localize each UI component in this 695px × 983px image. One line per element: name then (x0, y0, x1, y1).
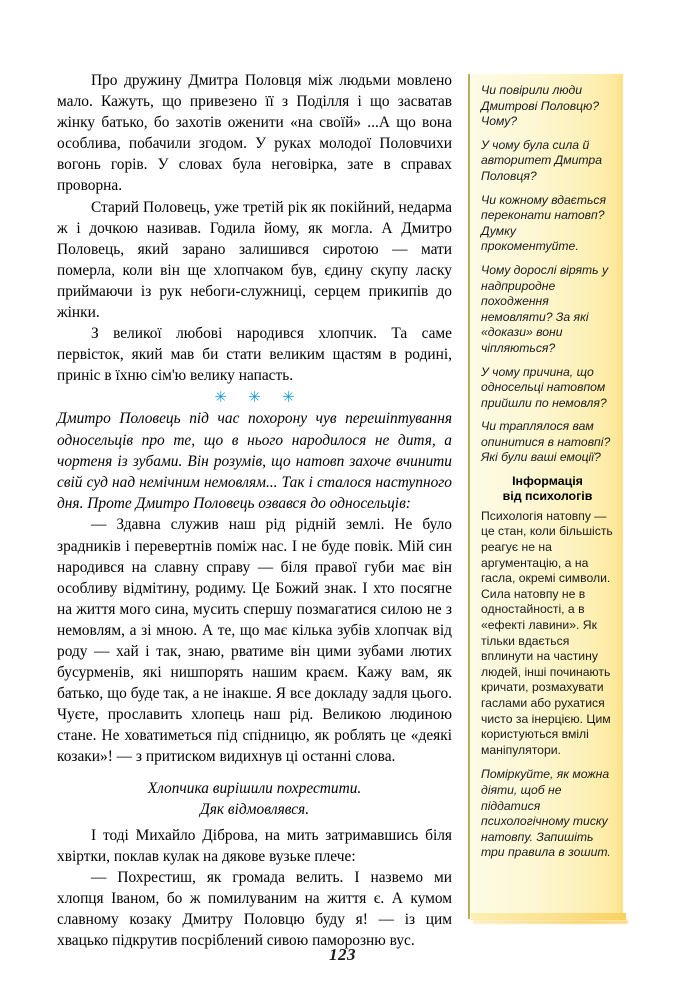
sidebar-question: У чому причина, що односельці натовпом прийшли по немовля? (481, 364, 607, 410)
heading-line-2: від психологів (502, 489, 593, 504)
centered-italic-line: Хлопчика вирішили похрестити. (147, 779, 362, 797)
sidebar-shadow (473, 920, 628, 924)
sidebar-left-rule (468, 74, 470, 919)
page-number: 123 (329, 945, 356, 964)
psychologists-info-body: Психологія натовпу — це стан, коли більшість реагує не на аргументацію, а на гасла, окремі символи. Сила натовпу не в одностайності, а в «ефекті лавини». Як тільки вдається вплинути на частину людей, інші починають кричати, розмахувати гаслами або рухатися чисто за інерцією. Цим користуються вмілі маніпулятори. (481, 508, 613, 757)
sidebar-question: Чи траплялося вам опинитися в натовпі? Які були ваші емоції? (481, 419, 611, 465)
paragraph: Про дружину Дмитра Половця між людьми мовлено мало. Кажуть, що привезено її з Поділля і що засватав жінку батько, бо захотів оженити «на своїй» ...А що вона особлива, побачили згодом. У руках молодої Половчихи вогонь горів. У словах була неговірка, зате в справах проворна. (57, 72, 452, 195)
spacer (57, 768, 452, 778)
sidebar-question: Чи повірили люди Дмитрові Половцю? Чому? (481, 83, 600, 129)
italic-narration-block: Дмитро Половець під час похорону чув перешіптування односельців про те, що в нього народилося не дитя, а чортеня із зубами. Він розумів, що натовп захоче вчинити свій суд над немічним немовлям... Так і сталося наступного дня. Проте Дмитро Половець озвався до односельців: (57, 410, 452, 513)
psychologists-info-heading (481, 474, 614, 505)
paragraph: Старий Половець, уже третій рік як покійний, недарма ж і дочкою називав. Годила йому, як могла. А Дмитро Половець, який зарано залишився сиротою — мати померла, коли він ще хлопчаком був, єдину скупу ласку приймаючи із рук небоги-служниці, серцем прикипів до жінки. (57, 198, 452, 322)
sidebar-bottom-band (471, 913, 626, 920)
questions-sidebar (471, 74, 623, 919)
sidebar-question: Чому дорослі вірять у надприродне походження немовляти? За які «докази» вони чіпляються? (481, 262, 609, 355)
paragraph: — Похрестиш, як громада велить. І назвемо ми хлопця Іваном, бо ж помилуваним на життя є. А кумом славному козаку Дмитру Половцю буду я! — із цим хвацько підкрутив посріблений сивою паморозню вус. (57, 869, 452, 950)
speech-paragraph: — Здавна служив наш рід рідній землі. Не було зрадників і перевертнів поміж нас. І не буде повік. Мій син народився на славну справу — біля правої губи має він особливу відмітину, родиму. Це Божий знак. І хто посягне на життя мого сина, мусить спершу позмагатися силою не з немовлям, а зі мною. А те, що має кілька зубів хлопчак від роду — хай і так, знаю, рватиме він цими зубами лютих бусурменів, які нишпорять нашим краєм. Кажу вам, як батько, що буде так, а не інакше. Я все докладу задля цього. Чуєте, прославить хлопець наш рід. Великою людиною стане. Не ховатиметься під спідницю, як роблять це «деякі козаки»! — з притиском видихнув ці останні слова. (57, 516, 452, 766)
sidebar-question: Чи кожному вдається переконати натовп? Думку прокоментуйте. (481, 192, 607, 254)
heading-line-1: Інформація (512, 474, 583, 489)
centered-italic-line: Дяк відмовлявся. (199, 800, 310, 818)
paragraph: З великої любові народився хлопчик. Та саме первісток, який мав би стати великим щастям в родині, приніс в їхню сім'ю велику напасть. (57, 325, 452, 385)
sidebar-question: У чому була сила й авторитет Дмитра Половця? (481, 137, 602, 183)
asterisk-separator: ✳ ✳ ✳ (214, 388, 303, 407)
sidebar-task: Поміркуйте, як можна діяти, щоб не піддатися психологічному тиску натовпу. Запишіть три правила в зошит. (481, 767, 611, 860)
paragraph: І тоді Михайло Діброва, на мить затримавшись біля хвіртки, поклав кулак на дякове вузьке плече: (57, 826, 452, 866)
main-text-column (57, 70, 452, 952)
